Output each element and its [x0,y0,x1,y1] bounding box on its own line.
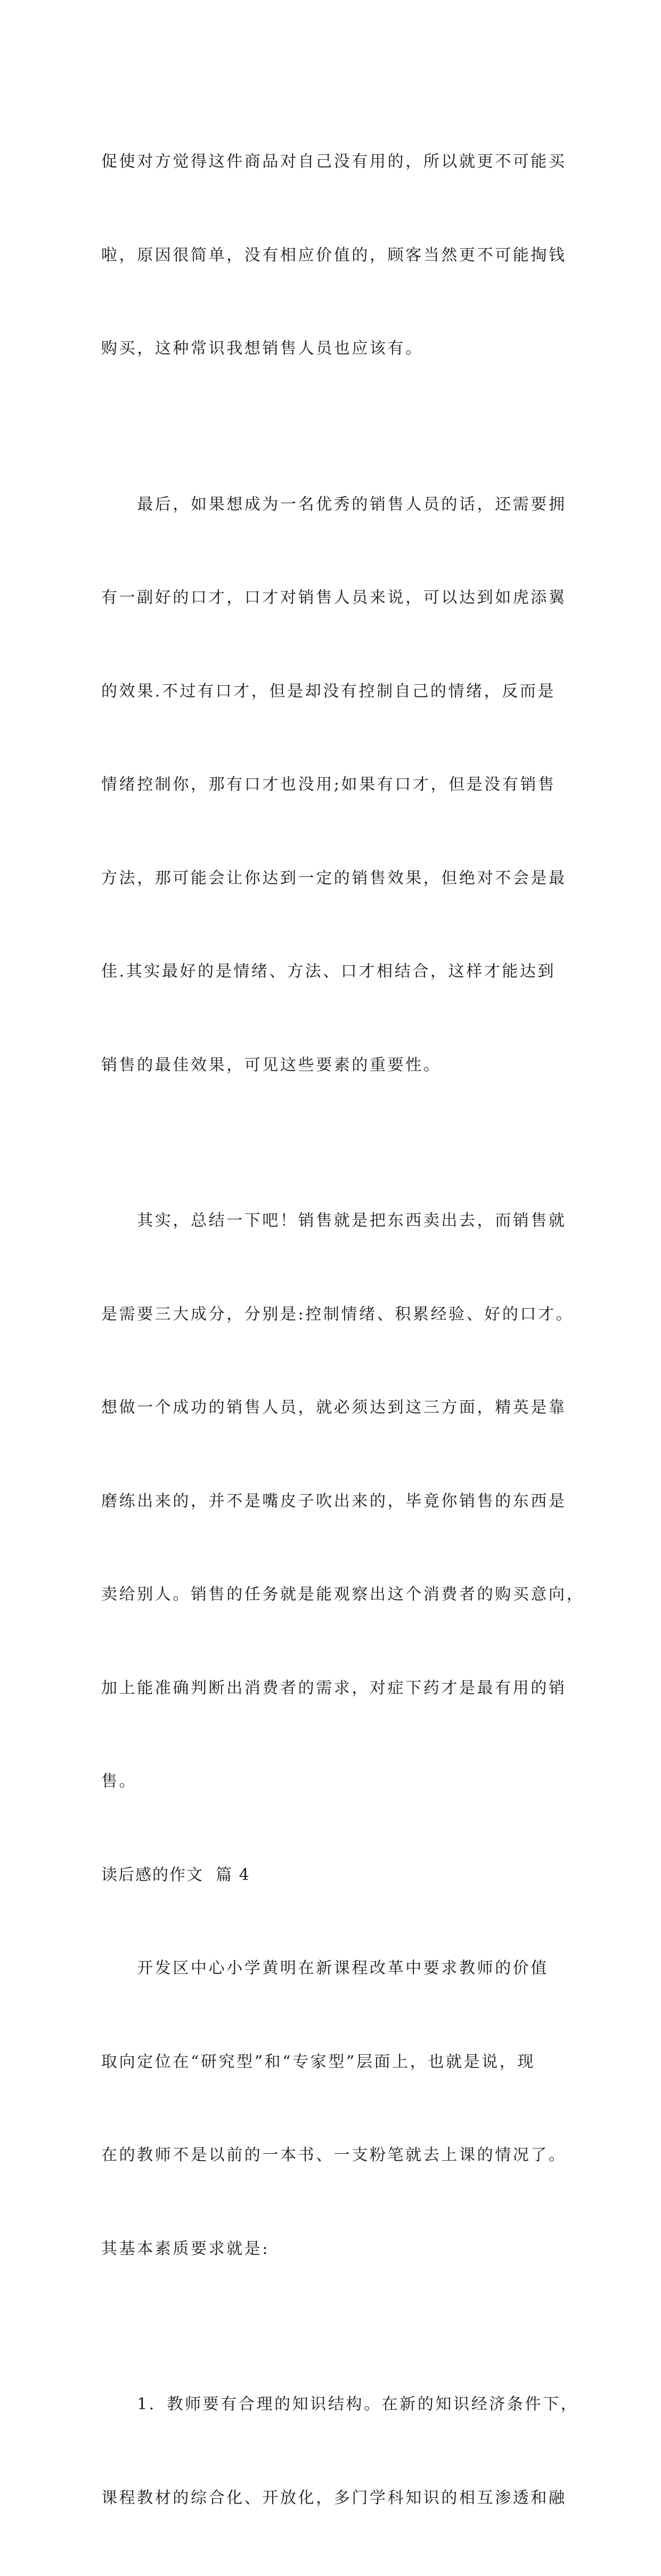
text-line: 购买，这种常识我想销售人员也应该有。 [101,339,423,358]
paragraph [101,2327,579,2576]
text-line: 取向定位在“研究型”和“专家型”层面上，也就是说，现 [101,2052,535,2071]
text-line: 其实，总结一下吧！销售就是把东西卖出去，而销售就 [101,1211,567,1230]
text-line: 在的教师不是以前的一本书、一支粉笔就去上课的情况了。 [101,2146,567,2164]
paragraph [101,84,567,427]
paragraph [101,427,567,1144]
text-line: 磨练出来的，并不是嘴皮子吹出来的，毕竟你销售的东西是 [101,1491,567,1511]
text-line: 有一副好的口才，口才对销售人员来说，可以达到如虎添翼 [101,588,567,607]
text-line: 情绪控制你，那有口才也没用;如果有口才，但是没有销售 [101,775,556,794]
text-line: 啦，原因很简单，没有相应价值的，顾客当然更不可能掏钱 [101,245,567,265]
text-line: 其基本素质要求就是: [101,2239,270,2258]
section-heading: 读后感的作文 篇 4 [101,1865,250,1884]
text-line: 是需要三大成分，分别是:控制情绪、积累经验、好的口才。 [101,1305,574,1324]
text-line: 促使对方觉得这件商品对自己没有用的，所以就更不可能买 [101,152,567,171]
text-line: 加上能准确判断出消费者的需求，对症下药才是最有用的销 [101,1678,567,1697]
text-line: 方法，那可能会让你达到一定的销售效果，但绝对不会是最 [101,868,567,888]
paragraph [101,1891,567,2327]
text-line: 最后，如果想成为一名优秀的销售人员的话，还需要拥 [101,495,567,514]
text-line: 想做一个成功的销售人员，就必须达到这三方面，精英是靠 [101,1398,567,1417]
paragraph [101,1143,585,1860]
text-line: 销售的最佳效果，可见这些要素的重要性。 [101,1055,442,1074]
text-line: 卖给别人。销售的任务就是能观察出这个消费者的购买意向， [101,1585,585,1604]
text-line: 的效果.不过有口才，但是却没有控制自己的情绪，反而是 [101,682,556,701]
text-line: 售。 [101,1772,137,1791]
text-line: 开发区中心小学黄明在新课程改革中要求教师的价值 [101,1959,549,1978]
text-line: 佳.其实最好的是情绪、方法、口才相结合，这样才能达到 [101,962,556,981]
text-line: 课程教材的综合化、开放化，多门学科知识的相互渗透和融 [101,2488,567,2507]
document-page [101,84,585,2576]
text-line: 1．教师要有合理的知识结构。在新的知识经济条件下， [101,2395,579,2414]
